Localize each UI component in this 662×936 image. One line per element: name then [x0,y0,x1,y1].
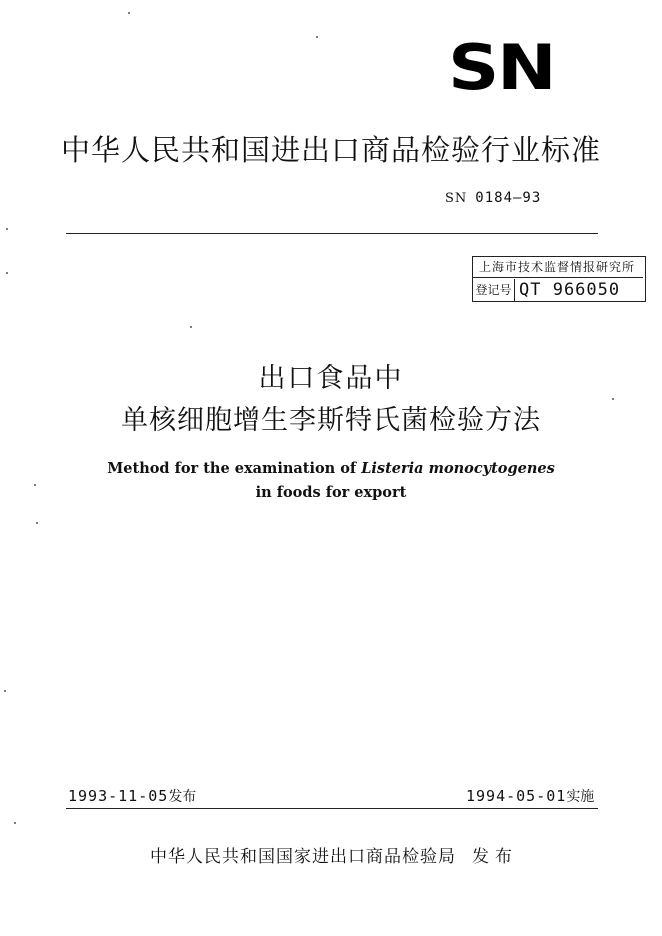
issuing-authority: 中华人民共和国国家进出口商品检验局 [150,847,456,867]
registration-stamp [472,256,646,302]
title-en-prefix: Method for the examination of [107,460,362,477]
standard-number-value: 0184—93 [475,190,542,206]
scan-speck [14,822,16,824]
sn-logo: SN [448,31,555,104]
scan-speck [6,228,8,230]
document-title-en-line2: in foods for export [255,484,407,501]
issuing-authority-suffix: 发布 [472,847,518,867]
scan-speck [4,690,6,692]
stamp-registration-row [473,279,643,301]
standard-number [445,190,541,206]
scan-speck [36,522,38,524]
document-title-cn-line2: 单核细胞增生李斯特氏菌检验方法 [121,405,541,436]
scan-speck [128,12,130,14]
document-title-en-line1 [0,460,662,477]
stamp-label: 登记号 [473,279,515,301]
scan-speck [316,36,318,38]
implementation-date-value: 1994-05-01 [466,787,567,805]
implementation-date-label: 实施 [566,789,595,805]
scan-speck [190,326,192,328]
issue-date-label: 发布 [168,789,197,805]
stamp-issuer: 上海市技术监督情报研究所 [473,257,643,278]
standard-number-prefix: SN [445,191,468,206]
implementation-date [466,786,594,806]
issue-date-value: 1993-11-05 [68,787,169,805]
standard-category-title: 中华人民共和国进出口商品检验行业标准 [60,133,601,167]
scan-speck [34,484,36,486]
document-title-cn-line1: 出口食品中 [258,363,404,394]
issue-date [68,786,196,806]
header-divider [66,233,598,234]
scan-speck [6,272,8,274]
title-en-species: Listeria monocytogenes [361,460,555,477]
stamp-registration-number: QT 966050 [519,280,621,300]
date-divider [66,808,598,809]
scan-speck [612,398,614,400]
